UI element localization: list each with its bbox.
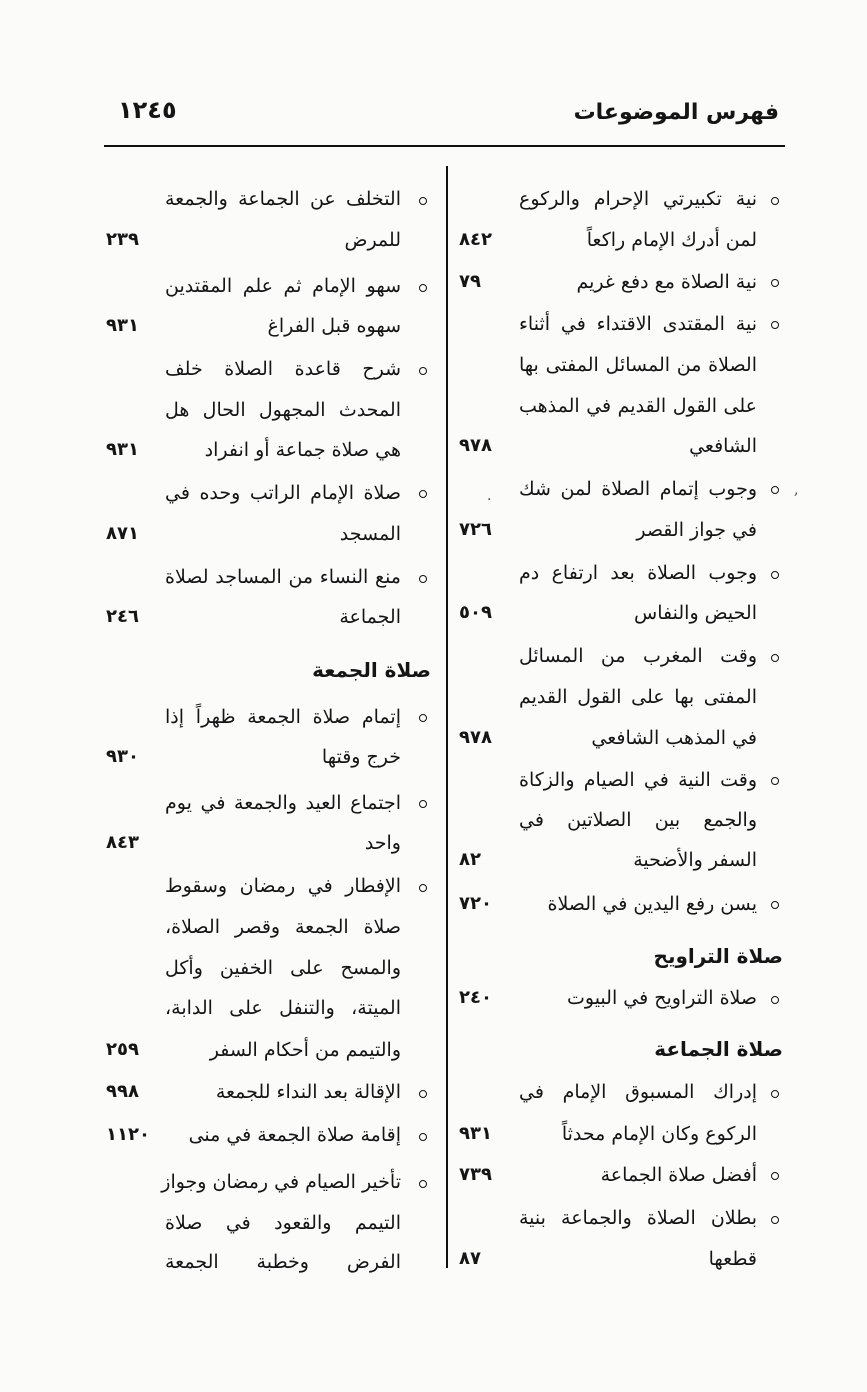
section-heading: صلاة الجماعة (654, 1037, 783, 1061)
index-entry-line: سهو الإمام ثم علم المقتدين (165, 275, 401, 297)
index-entry-line: والجمع بين الصلاتين في (519, 809, 757, 831)
bullet-icon (419, 714, 427, 722)
index-page-ref: ٩٣١ (459, 1123, 492, 1144)
index-entry-line: صلاة التراويح في البيوت (567, 987, 757, 1009)
index-entry-line: نية الصلاة مع دفع غريم (576, 271, 757, 293)
bullet-icon (771, 654, 779, 662)
index-entry-line: وجوب الصلاة بعد ارتفاع دم (519, 562, 757, 584)
bullet-icon (419, 1090, 427, 1098)
bullet-icon (771, 321, 779, 329)
bullet-icon (771, 486, 779, 494)
bullet-icon (771, 1172, 779, 1180)
index-entry-line: الصلاة من المسائل المفتى بها (519, 354, 757, 376)
index-page-ref: ٨٧ (459, 1248, 481, 1269)
index-entry-line: الميتة، والتنفل على الدابة، (165, 997, 401, 1019)
bullet-icon (771, 996, 779, 1004)
index-page-ref: ٧٢٠ (459, 893, 492, 914)
index-page-ref: ٨٤٣ (106, 832, 139, 853)
index-page-ref: ٩٣١ (106, 315, 139, 336)
running-header-title: فهرس الموضوعات (573, 100, 779, 125)
index-entry-line: المحدث المجهول الحال هل (165, 399, 401, 421)
bullet-icon (419, 490, 427, 498)
index-entry-line: الجماعة (339, 606, 401, 628)
index-page-ref: ٩٧٨ (459, 435, 492, 456)
index-entry-line: وجوب إتمام الصلاة لمن شك (519, 478, 757, 500)
index-entry-line: والمسح على الخفين وأكل (165, 957, 401, 979)
index-entry-line: الركوع وكان الإمام محدثاً (561, 1123, 757, 1145)
scan-mark: . (487, 488, 492, 504)
index-entry-line: السفر والأضحية (633, 849, 757, 871)
index-page-ref: ٧٣٩ (459, 1164, 492, 1185)
index-entry-line: المسجد (339, 523, 401, 545)
scan-mark: , (794, 482, 799, 498)
index-entry-line: الشافعي (689, 435, 757, 457)
index-page-ref: ٧٩ (459, 271, 481, 292)
index-page-ref: ٧٢٦ (459, 519, 492, 540)
index-entry-line: نية تكبيرتي الإحرام والركوع (519, 188, 757, 210)
index-entry-line: إقامة صلاة الجمعة في منى (188, 1124, 401, 1146)
index-entry-line: الحيض والنفاس (634, 602, 757, 624)
index-entry-line: سهوه قبل الفراغ (267, 315, 401, 337)
bullet-icon (419, 1133, 427, 1141)
index-entry-line: صلاة الإمام الراتب وحده في (165, 482, 401, 504)
section-heading: صلاة الجمعة (312, 658, 431, 682)
index-entry-line: الإفطار في رمضان وسقوط (165, 875, 401, 897)
header-rule (104, 145, 785, 147)
index-entry-line: المفتى بها على القول القديم (519, 686, 757, 708)
index-entry-line: منع النساء من المساجد لصلاة (165, 566, 401, 588)
bullet-icon (419, 884, 427, 892)
bullet-icon (419, 575, 427, 583)
index-entry-line: يسن رفع اليدين في الصلاة (547, 893, 757, 915)
section-heading: صلاة التراويح (653, 944, 783, 968)
bullet-icon (771, 1090, 779, 1098)
index-entry-line: في المذهب الشافعي (591, 727, 757, 749)
bullet-icon (771, 279, 779, 287)
index-entry-line: الفرض وخطبة الجمعة (165, 1251, 401, 1273)
bullet-icon (419, 1180, 427, 1188)
index-entry-line: قطعها (708, 1248, 757, 1270)
index-entry-line: خرج وقتها (321, 746, 401, 768)
index-entry-line: إدراك المسبوق الإمام في (519, 1081, 757, 1103)
index-entry-line: بطلان الصلاة والجماعة بنية (519, 1207, 757, 1229)
index-entry-line: اجتماع العيد والجمعة في يوم (165, 792, 401, 814)
index-entry-line: وقت المغرب من المسائل (519, 645, 757, 667)
index-entry-line: التخلف عن الجماعة والجمعة (165, 188, 401, 210)
index-entry-line: هي صلاة جماعة أو انفراد (204, 439, 401, 461)
index-entry-line: أفضل صلاة الجماعة (600, 1164, 757, 1186)
page-number: ١٢٤٥ (118, 96, 177, 124)
bullet-icon (419, 367, 427, 375)
index-entry-line: شرح قاعدة الصلاة خلف (165, 358, 401, 380)
bullet-icon (771, 901, 779, 909)
index-page-ref: ٢٥٩ (106, 1039, 139, 1060)
bullet-icon (771, 1216, 779, 1224)
index-entry-line: إتمام صلاة الجمعة ظهراً إذا (165, 706, 401, 728)
index-page-ref: ١١٢٠ (106, 1124, 150, 1145)
index-page-ref: ٩٩٨ (106, 1081, 139, 1102)
index-entry-line: والتيمم من أحكام السفر (209, 1039, 401, 1061)
index-page-ref: ٩٧٨ (459, 727, 492, 748)
index-page-ref: ٢٤٦ (106, 606, 139, 627)
index-entry-line: على القول القديم في المذهب (519, 395, 757, 417)
index-entry-line: نية المقتدى الاقتداء في أثناء (519, 313, 757, 335)
bullet-icon (419, 800, 427, 808)
column-divider (446, 166, 448, 1268)
index-page-ref: ٥٠٩ (459, 602, 492, 623)
index-page-ref: ٨٤٢ (459, 229, 492, 250)
index-entry-line: في جواز القصر (636, 519, 757, 541)
index-entry-line: للمرض (344, 229, 401, 251)
index-page-ref: ٢٤٠ (459, 987, 492, 1008)
index-entry-line: التيمم والقعود في صلاة (165, 1212, 401, 1234)
index-page-ref: ٩٣١ (106, 439, 139, 460)
index-entry-line: تأخير الصيام في رمضان وجواز (161, 1171, 401, 1193)
index-entry-line: صلاة الجمعة وقصر الصلاة، (165, 916, 401, 938)
index-page-ref: ٨٧١ (106, 523, 139, 544)
bullet-icon (419, 197, 427, 205)
bullet-icon (771, 197, 779, 205)
index-entry-line: لمن أدرك الإمام راكعاً (586, 229, 757, 251)
index-page-ref: ٩٣٠ (106, 746, 139, 767)
index-page-ref: ٨٢ (459, 849, 481, 870)
index-page-ref: ٢٣٩ (106, 229, 139, 250)
bullet-icon (771, 571, 779, 579)
index-entry-line: الإقالة بعد النداء للجمعة (215, 1081, 401, 1103)
bullet-icon (771, 777, 779, 785)
index-entry-line: واحد (364, 832, 401, 854)
index-entry-line: وقت النية في الصيام والزكاة (519, 769, 757, 791)
bullet-icon (419, 284, 427, 292)
